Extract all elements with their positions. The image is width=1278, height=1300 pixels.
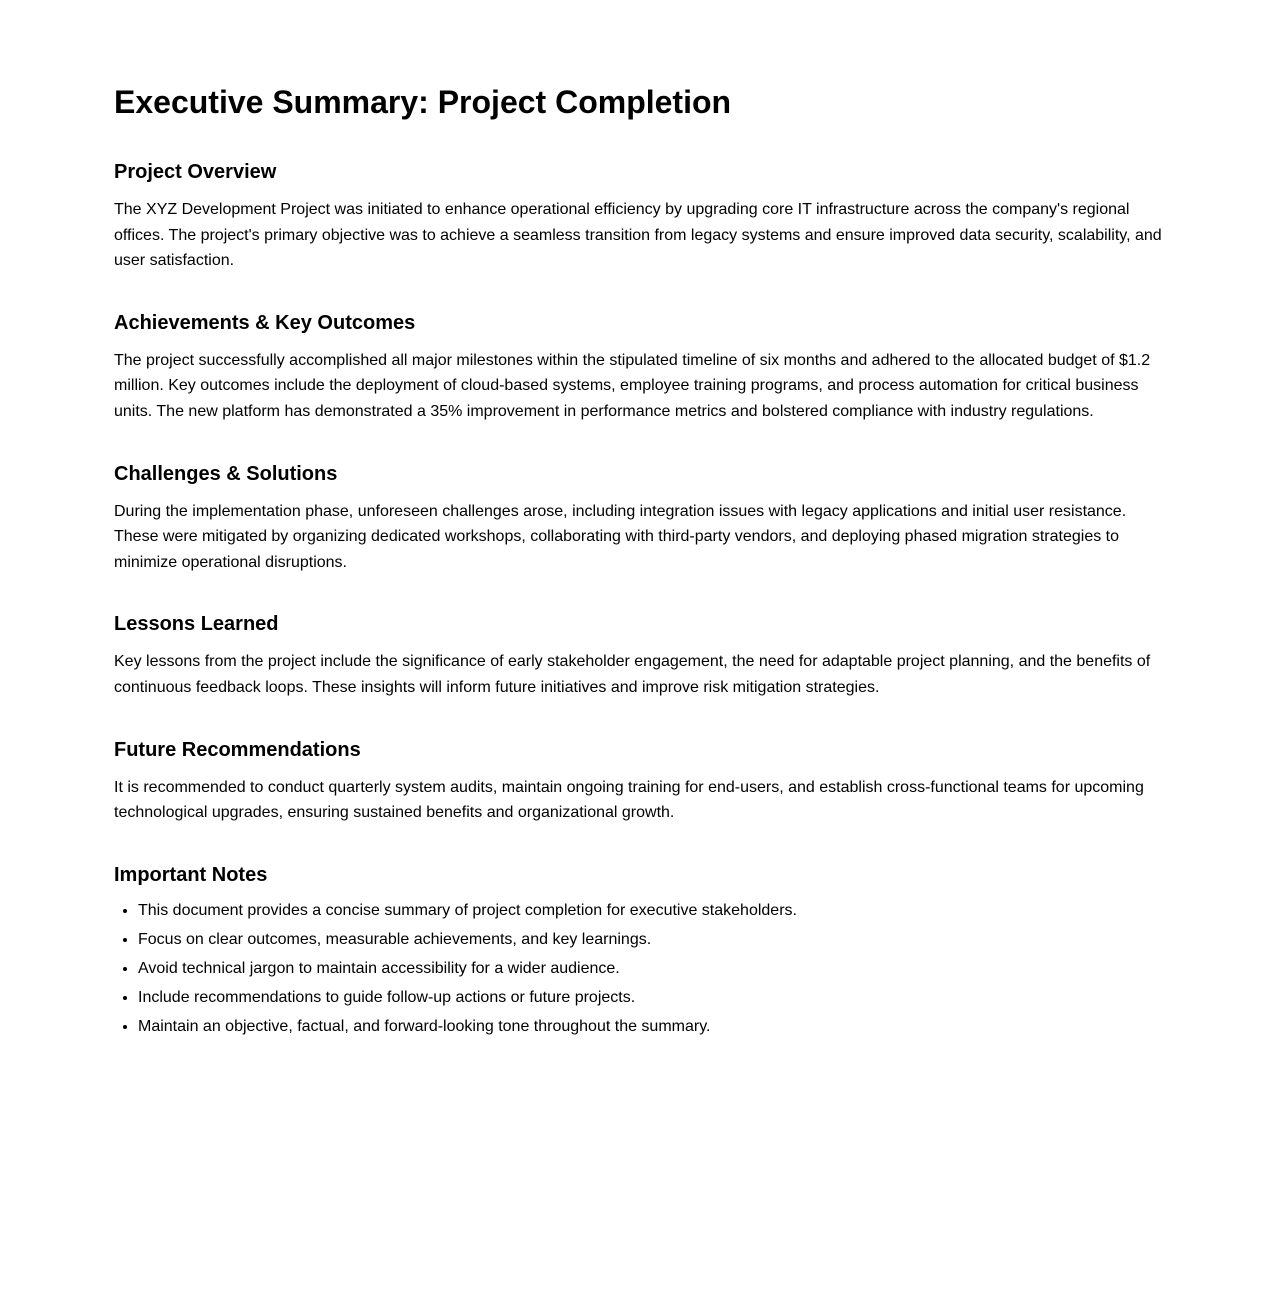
section-body: During the implementation phase, unforeseen challenges arose, including integration issues with legacy applications and initial user resistance. These were mitigated by organizing dedicated workshops, collaborating with third-party vendors, and deploying phased migration strategies to minimize operational disruptions. (114, 502, 1127, 571)
section-project-overview (114, 160, 1164, 274)
notes-list (114, 900, 1164, 1037)
section-heading: Important Notes (114, 863, 268, 886)
section-heading: Challenges & Solutions (114, 462, 338, 485)
section-body: Key lessons from the project include the significance of early stakeholder engagement, the need for adaptable project planning, and the benefits of continuous feedback loops. These insights will inform future initiatives and improve risk mitigation strategies. (114, 653, 1151, 696)
section-future-recommendations (114, 738, 1164, 826)
list-item: • Maintain an objective, factual, and forward-looking tone throughout the summary. (138, 1016, 1164, 1037)
section-body: The project successfully accomplished all major milestones within the stipulated timeline of six months and adhered to the allocated budget of $1.2 million. Key outcomes include the deployment of cloud-based systems, employee training programs, and process automation for critical business units. The new platform has demonstrated a 35% improvement in performance metrics and bolstered compliance with industry regulations. (114, 351, 1151, 420)
list-item: • Avoid technical jargon to maintain accessibility for a wider audience. (138, 958, 1164, 979)
section-lessons-learned (114, 612, 1164, 700)
list-item: • Focus on clear outcomes, measurable achievements, and key learnings. (138, 929, 1164, 950)
section-heading: Lessons Learned (114, 613, 279, 636)
section-heading: Project Overview (114, 161, 277, 183)
section-heading: Achievements & Key Outcomes (114, 311, 416, 334)
section-heading: Future Recommendations (114, 738, 361, 761)
section-challenges (114, 462, 1164, 576)
list-item: • This document provides a concise summary of project completion for executive stakeholders. (138, 900, 1164, 921)
section-body: It is recommended to conduct quarterly system audits, maintain ongoing training for end-users, and establish cross-functional teams for upcoming technological upgrades, ensuring sustained benefits and organizational growth. (114, 778, 1144, 822)
list-item: • Include recommendations to guide follow-up actions or future projects. (138, 987, 1164, 1008)
section-important-notes (114, 863, 1164, 1037)
page-title: Executive Summary: Project Completion (114, 84, 732, 120)
section-achievements (114, 311, 1164, 425)
section-body: The XYZ Development Project was initiated to enhance operational efficiency by upgrading core IT infrastructure across the company's regional offices. The project's primary objective was to achieve a seamless transition from legacy systems and ensure improved data security, scalability, and user satisfaction. (114, 201, 1162, 270)
